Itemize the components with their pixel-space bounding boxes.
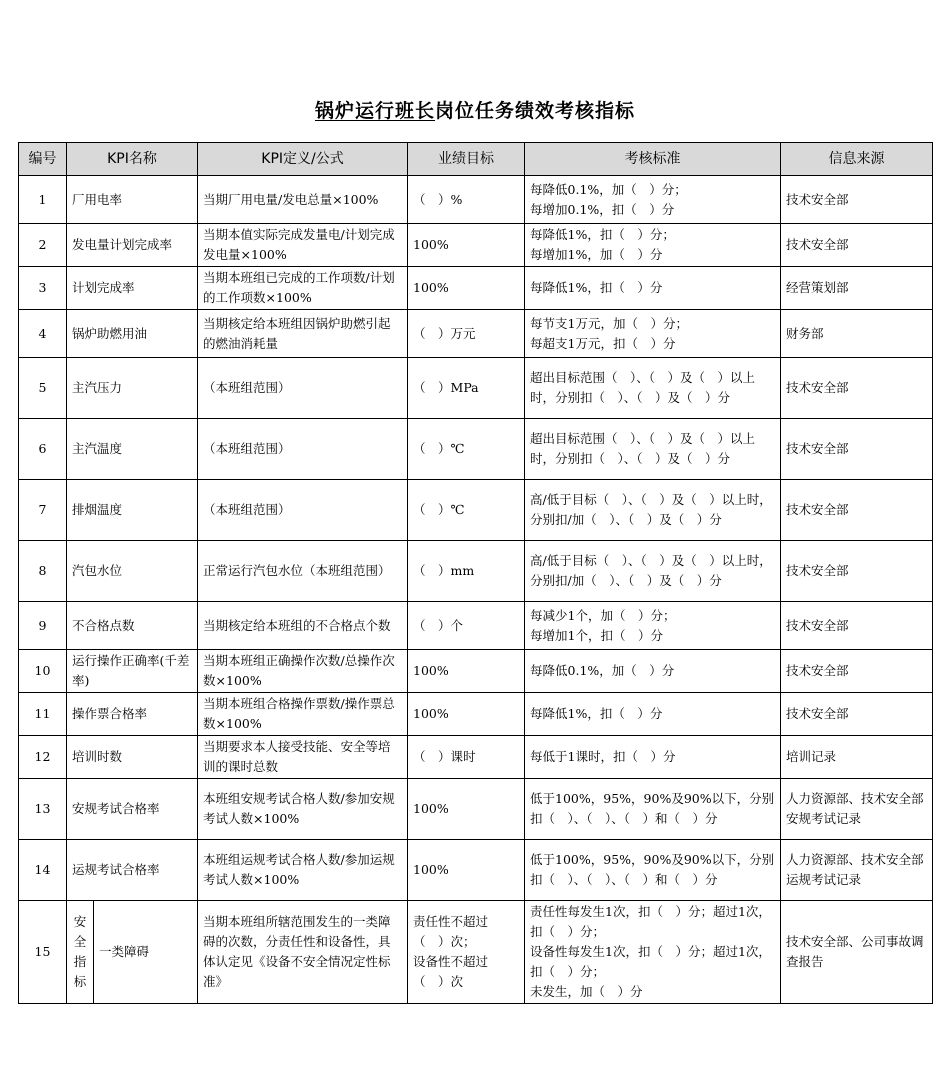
table-row xyxy=(19,779,933,840)
info-source: 经营策划部 xyxy=(781,267,933,310)
info-source: 培训记录 xyxy=(781,736,933,779)
table-row xyxy=(19,693,933,736)
assessment-criteria xyxy=(525,224,781,267)
target-line: 责任性不超过（ ）次； xyxy=(413,914,489,949)
performance-target: （ ）万元 xyxy=(408,310,525,358)
kpi-name: 运行操作正确率(千差率) xyxy=(67,650,198,693)
table-row xyxy=(19,736,933,779)
header-kpi-definition: KPI定义/公式 xyxy=(198,143,408,176)
row-number: 12 xyxy=(19,736,67,779)
kpi-name: 厂用电率 xyxy=(67,176,198,224)
kpi-name: 培训时数 xyxy=(67,736,198,779)
row-number: 4 xyxy=(19,310,67,358)
performance-target: （ ）课时 xyxy=(408,736,525,779)
header-kpi-name: KPI名称 xyxy=(67,143,198,176)
info-source: 技术安全部 xyxy=(781,176,933,224)
kpi-name: 锅炉助燃用油 xyxy=(67,310,198,358)
kpi-definition: 本班组运规考试合格人数/参加运规考试人数×100% xyxy=(198,840,408,901)
criteria-line: 每增加1个，扣（ ）分 xyxy=(530,627,663,643)
row-number: 9 xyxy=(19,602,67,650)
assessment-criteria xyxy=(525,267,781,310)
criteria-line: 每增加0.1%，扣（ ）分 xyxy=(530,201,675,217)
assessment-criteria xyxy=(525,736,781,779)
criteria-line: 每降低1%，扣（ ）分 xyxy=(530,280,663,295)
criteria-line: 每减少1个，加（ ）分； xyxy=(530,607,676,623)
header-target: 业绩目标 xyxy=(408,143,525,176)
criteria-line: 每超支1万元，扣（ ）分 xyxy=(530,335,676,351)
kpi-definition: （本班组范围） xyxy=(198,480,408,541)
assessment-criteria xyxy=(525,541,781,602)
performance-target: 100% xyxy=(408,267,525,310)
performance-target: 100% xyxy=(408,224,525,267)
info-source: 技术安全部 xyxy=(781,541,933,602)
row-number: 11 xyxy=(19,693,67,736)
assessment-criteria xyxy=(525,176,781,224)
performance-target: （ ）个 xyxy=(408,602,525,650)
criteria-line: 未发生，加（ ）分 xyxy=(530,984,643,999)
performance-target: 100% xyxy=(408,693,525,736)
info-source: 技术安全部 xyxy=(781,650,933,693)
info-source: 人力资源部、技术安全部运规考试记录 xyxy=(781,840,933,901)
table-row xyxy=(19,901,933,1004)
row-number: 2 xyxy=(19,224,67,267)
row-number: 6 xyxy=(19,419,67,480)
kpi-definition: 当期核定给本班组的不合格点个数 xyxy=(198,602,408,650)
kpi-definition: （本班组范围） xyxy=(198,358,408,419)
row-number: 15 xyxy=(19,901,67,1004)
performance-target: （ ）℃ xyxy=(408,480,525,541)
kpi-definition: 当期本班组合格操作票数/操作票总数×100% xyxy=(198,693,408,736)
table-row xyxy=(19,358,933,419)
row-number: 5 xyxy=(19,358,67,419)
info-source: 财务部 xyxy=(781,310,933,358)
criteria-line: 超出目标范围（ ）、（ ）及（ ）以上时，分别扣（ ）、（ ）及（ ）分 xyxy=(530,370,756,405)
assessment-criteria xyxy=(525,480,781,541)
table-body xyxy=(19,176,933,1004)
criteria-line: 每降低1%，扣（ ）分 xyxy=(530,706,663,721)
criteria-line: 每降低0.1%，加（ ）分； xyxy=(530,181,687,197)
info-source: 技术安全部 xyxy=(781,224,933,267)
page-title xyxy=(0,96,950,123)
criteria-line: 责任性每发生1次，扣（ ）分；超过1次，扣（ ）分； xyxy=(530,904,771,939)
assessment-criteria xyxy=(525,840,781,901)
table-row xyxy=(19,602,933,650)
performance-target: （ ）MPa xyxy=(408,358,525,419)
info-source: 技术安全部 xyxy=(781,419,933,480)
kpi-definition: 正常运行汽包水位（本班组范围） xyxy=(198,541,408,602)
criteria-line: 每降低1%，扣（ ）分； xyxy=(530,227,675,242)
criteria-line: 超出目标范围（ ）、（ ）及（ ）以上时，分别扣（ ）、（ ）及（ ）分 xyxy=(530,431,756,466)
table-row xyxy=(19,267,933,310)
table-row xyxy=(19,650,933,693)
row-number: 10 xyxy=(19,650,67,693)
table-row xyxy=(19,176,933,224)
row-number: 7 xyxy=(19,480,67,541)
kpi-name: 主汽温度 xyxy=(67,419,198,480)
kpi-name: 运规考试合格率 xyxy=(67,840,198,901)
kpi-definition: 当期核定给本班组因锅炉助燃引起的燃油消耗量 xyxy=(198,310,408,358)
row-number: 14 xyxy=(19,840,67,901)
title-underlined: 锅炉运行班长 xyxy=(314,100,435,122)
kpi-definition: 当期厂用电量/发电总量×100% xyxy=(198,176,408,224)
info-source: 技术安全部 xyxy=(781,693,933,736)
kpi-name: 汽包水位 xyxy=(67,541,198,602)
kpi-definition: （本班组范围） xyxy=(198,419,408,480)
criteria-line: 低于100%，95%，90%及90%以下，分别扣（ ）、（ ）、（ ）和（ ）分 xyxy=(530,791,775,826)
table-row xyxy=(19,840,933,901)
assessment-criteria xyxy=(525,650,781,693)
table-row xyxy=(19,480,933,541)
assessment-criteria xyxy=(525,358,781,419)
performance-target xyxy=(408,901,525,1004)
row-number: 3 xyxy=(19,267,67,310)
info-source: 技术安全部 xyxy=(781,480,933,541)
table-row xyxy=(19,310,933,358)
kpi-name: 计划完成率 xyxy=(67,267,198,310)
info-source: 人力资源部、技术安全部安规考试记录 xyxy=(781,779,933,840)
criteria-line: 每增加1%，加（ ）分 xyxy=(530,247,663,262)
table-row xyxy=(19,224,933,267)
kpi-definition: 当期要求本人接受技能、安全等培训的课时总数 xyxy=(198,736,408,779)
kpi-name: 排烟温度 xyxy=(67,480,198,541)
kpi-definition: 当期本班组所辖范围发生的一类障碍的次数，分责任性和设备性，具体认定见《设备不安全情况定性标准》 xyxy=(198,901,408,1004)
target-line: 设备性不超过（ ）次 xyxy=(413,954,489,989)
kpi-table xyxy=(18,142,933,1004)
header-no: 编号 xyxy=(19,143,67,176)
assessment-criteria xyxy=(525,310,781,358)
kpi-definition: 当期本值实际完成发量电/计划完成发电量×100% xyxy=(198,224,408,267)
info-source: 技术安全部 xyxy=(781,602,933,650)
kpi-name: 操作票合格率 xyxy=(67,693,198,736)
criteria-line: 每低于1课时，扣（ ）分 xyxy=(530,749,676,764)
header-criteria: 考核标准 xyxy=(525,143,781,176)
info-source: 技术安全部、公司事故调查报告 xyxy=(781,901,933,1004)
criteria-line: 低于100%，95%，90%及90%以下，分别扣（ ）、（ ）、（ ）和（ ）分 xyxy=(530,852,775,887)
performance-target: （ ）mm xyxy=(408,541,525,602)
header-source: 信息来源 xyxy=(781,143,933,176)
kpi-name: 不合格点数 xyxy=(67,602,198,650)
kpi-name: 发电量计划完成率 xyxy=(67,224,198,267)
kpi-definition: 当期本班组正确操作次数/总操作次数×100% xyxy=(198,650,408,693)
kpi-name: 安规考试合格率 xyxy=(67,779,198,840)
performance-target: 100% xyxy=(408,650,525,693)
assessment-criteria xyxy=(525,602,781,650)
kpi-definition: 本班组安规考试合格人数/参加安规考试人数×100% xyxy=(198,779,408,840)
assessment-criteria xyxy=(525,901,781,1004)
assessment-criteria xyxy=(525,693,781,736)
row-number: 1 xyxy=(19,176,67,224)
performance-target: （ ）℃ xyxy=(408,419,525,480)
table-row xyxy=(19,541,933,602)
table-row xyxy=(19,419,933,480)
row-number: 13 xyxy=(19,779,67,840)
performance-target: （ ）% xyxy=(408,176,525,224)
title-rest: 岗位任务绩效考核指标 xyxy=(435,100,636,122)
kpi-category: 安全指标 xyxy=(67,901,94,1004)
kpi-definition: 当期本班组已完成的工作项数/计划的工作项数×100% xyxy=(198,267,408,310)
assessment-criteria xyxy=(525,419,781,480)
kpi-name: 主汽压力 xyxy=(67,358,198,419)
performance-target: 100% xyxy=(408,840,525,901)
performance-target: 100% xyxy=(408,779,525,840)
criteria-line: 设备性每发生1次，扣（ ）分；超过1次，扣（ ）分； xyxy=(530,944,771,979)
criteria-line: 每节支1万元，加（ ）分； xyxy=(530,315,688,331)
assessment-criteria xyxy=(525,779,781,840)
criteria-line: 每降低0.1%，加（ ）分 xyxy=(530,663,675,678)
table-header-row xyxy=(19,143,933,176)
kpi-name: 一类障碍 xyxy=(94,901,198,1004)
row-number: 8 xyxy=(19,541,67,602)
criteria-line: 高/低于目标（ ）、（ ）及（ ）以上时，分别扣/加（ ）、（ ）及（ ）分 xyxy=(530,553,772,588)
info-source: 技术安全部 xyxy=(781,358,933,419)
criteria-line: 高/低于目标（ ）、（ ）及（ ）以上时，分别扣/加（ ）、（ ）及（ ）分 xyxy=(530,492,772,527)
